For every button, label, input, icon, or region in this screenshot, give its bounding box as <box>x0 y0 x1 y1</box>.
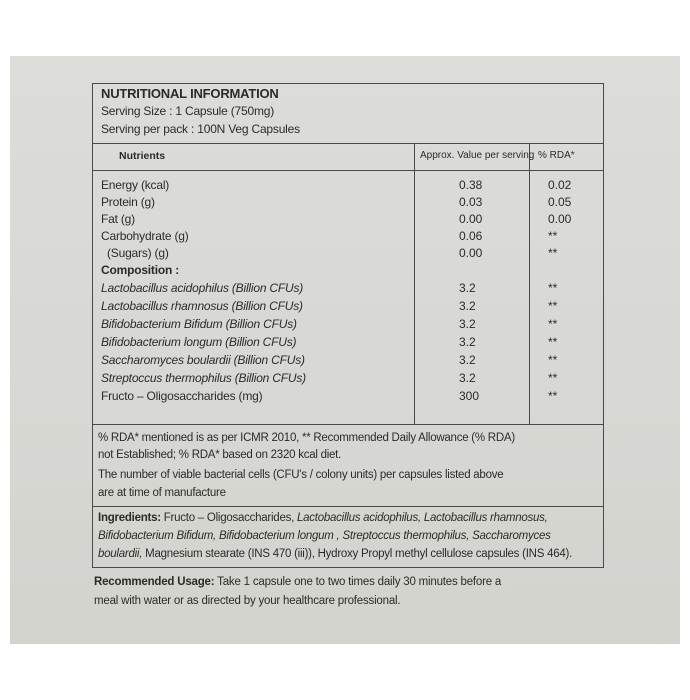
table-row: Lactobacillus rhamnosus (Billion CFUs) 3.2 ** <box>101 299 558 313</box>
header-rule <box>93 170 603 171</box>
composition-label-row <box>93 263 603 280</box>
col-header-value: Approx. Value per serving <box>420 150 535 161</box>
col-header-rda: % RDA* <box>538 150 575 161</box>
ingredients-line3: boulardii, Magnesium stearate (INS 470 (iii)), Hydroxy Propyl methyl cellulose capsules (INS 464). <box>98 548 573 560</box>
table-header <box>93 84 603 144</box>
ingredients-line1: Ingredients: Fructo – Oligosaccharides, Lactobacillus acidophilus, Lactobacillus rhamnosus, <box>98 512 548 524</box>
table-row: Carbohydrate (g) 0.06 ** <box>101 229 558 243</box>
table-row: Saccharomyces boulardii (Billion CFUs) 3.2 ** <box>101 353 558 367</box>
usage-line2: meal with water or as directed by your healthcare professional. <box>94 595 401 607</box>
ingredients-label: Ingredients: <box>98 512 161 524</box>
table-row: Energy (kcal) 0.38 0.02 <box>101 178 572 192</box>
ingredients-line2: Bifidobacterium Bifidum, Bifidobacterium longum , Streptoccus thermophilus, Saccharomyces <box>98 530 551 542</box>
viable-note-line1: The number of viable bacterial cells (CFU's / colony units) per capsules listed above <box>98 469 504 481</box>
rda-note-line2: not Established; % RDA* based on 2320 kcal diet. <box>98 449 342 461</box>
serving-per-pack: Serving per pack : 100N Veg Capsules <box>101 122 300 136</box>
col-header-nutrients: Nutrients <box>119 150 166 162</box>
table-row: Fat (g) 0.00 0.00 <box>101 212 572 226</box>
viable-note-line2: are at time of manufacture <box>98 487 226 499</box>
ingredients-rule <box>93 506 603 507</box>
usage-line1: Recommended Usage: Take 1 capsule one to two times daily 30 minutes before a <box>94 576 502 588</box>
table-row: Bifidobacterium Bifidum (Billion CFUs) 3.2 ** <box>101 317 558 331</box>
table-row: Lactobacillus acidophilus (Billion CFUs) 3.2 ** <box>101 281 558 295</box>
rda-note-line1: % RDA* mentioned is as per ICMR 2010, ** Recommended Daily Allowance (% RDA) <box>98 432 515 444</box>
table-row: Fructo – Oligosaccharides (mg) 300 ** <box>101 389 558 403</box>
table-row: Protein (g) 0.03 0.05 <box>101 195 572 209</box>
composition-label: Composition : <box>101 263 180 277</box>
serving-size: Serving Size : 1 Capsule (750mg) <box>101 104 275 118</box>
nutrition-table-box <box>92 83 604 568</box>
table-row: Bifidobacterium longum (Billion CFUs) 3.2 ** <box>101 335 558 349</box>
notes-rule <box>93 424 603 425</box>
table-row: (Sugars) (g) 0.00 ** <box>107 246 558 260</box>
table-row: Streptoccus thermophilus (Billion CFUs) 3.2 ** <box>101 371 558 385</box>
usage-label: Recommended Usage: <box>94 576 215 588</box>
table-title: NUTRITIONAL INFORMATION <box>101 86 279 101</box>
